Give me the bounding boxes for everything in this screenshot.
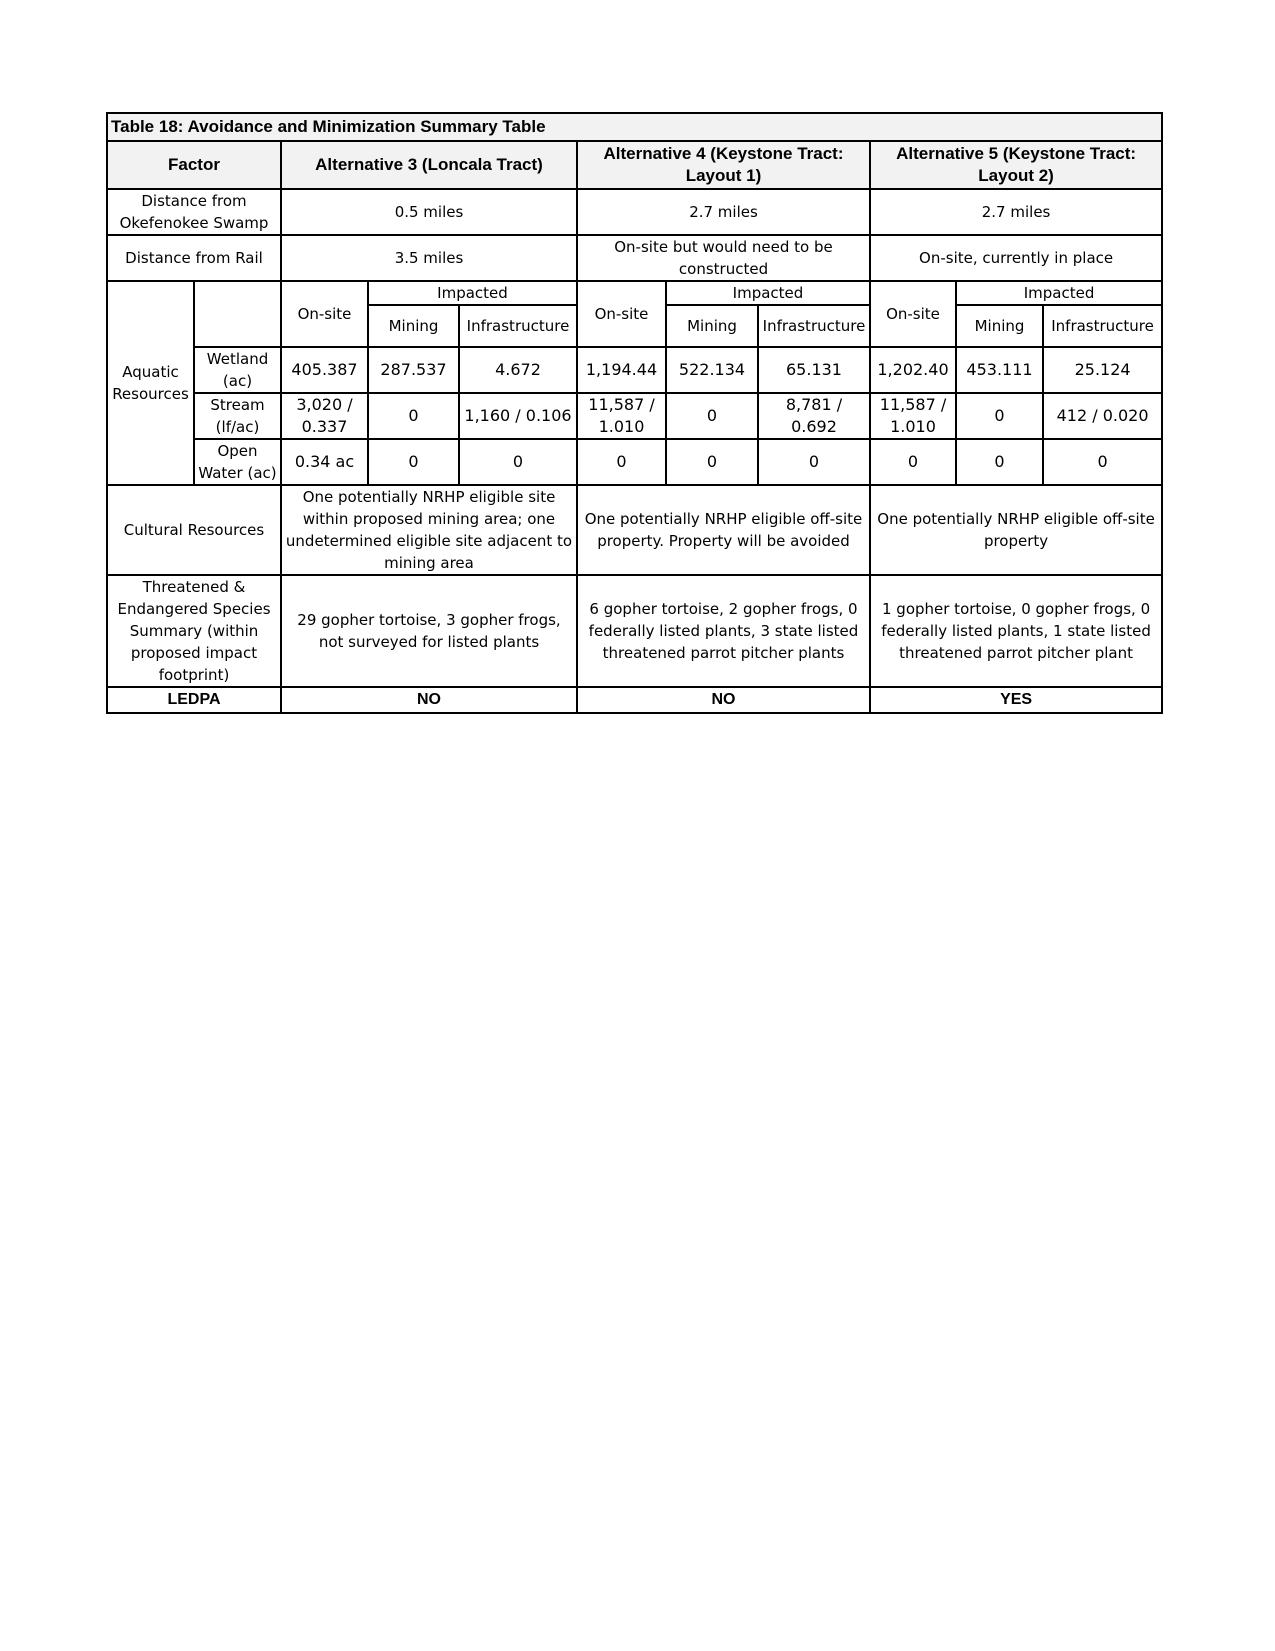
distance-rail-alt3: 3.5 miles [281, 235, 577, 281]
header-alt5: Alternative 5 (Keystone Tract: Layout 2) [870, 141, 1162, 189]
stream-alt4-infrastructure: 8,781 / 0.692 [758, 393, 870, 439]
species-alt3: 29 gopher tortoise, 3 gopher frogs, not surveyed for listed plants [281, 575, 577, 687]
alt4-mining-header: Mining [666, 305, 758, 347]
header-row [107, 141, 1162, 189]
ledpa-row [107, 687, 1162, 713]
stream-alt3-infrastructure: 1,160 / 0.106 [459, 393, 577, 439]
wetland-alt3-mining: 287.537 [368, 347, 459, 393]
wetland-alt4-mining: 522.134 [666, 347, 758, 393]
stream-alt5-infrastructure: 412 / 0.020 [1043, 393, 1162, 439]
stream-alt3-onsite: 3,020 / 0.337 [281, 393, 368, 439]
table-row [107, 439, 1162, 485]
avoidance-minimization-summary-table [106, 112, 1163, 714]
alt3-mining-header: Mining [368, 305, 459, 347]
header-factor: Factor [107, 141, 281, 189]
cultural-alt4: One potentially NRHP eligible off-site property. Property will be avoided [577, 485, 870, 575]
table-title: Table 18: Avoidance and Minimization Summary Table [107, 113, 1162, 141]
species-alt4: 6 gopher tortoise, 2 gopher frogs, 0 federally listed plants, 3 state listed threatened parrot pitcher plants [577, 575, 870, 687]
stream-alt5-onsite: 11,587 / 1.010 [870, 393, 956, 439]
cultural-alt3: One potentially NRHP eligible site within proposed mining area; one undetermined eligible site adjacent to mining area [281, 485, 577, 575]
cultural-resources-label: Cultural Resources [107, 485, 281, 575]
stream-alt5-mining: 0 [956, 393, 1043, 439]
open-water-label: Open Water (ac) [194, 439, 281, 485]
wetland-alt4-onsite: 1,194.44 [577, 347, 666, 393]
cultural-alt5: One potentially NRHP eligible off-site property [870, 485, 1162, 575]
distance-rail-alt5: On-site, currently in place [870, 235, 1162, 281]
distance-swamp-row [107, 189, 1162, 235]
distance-swamp-alt3: 0.5 miles [281, 189, 577, 235]
distance-swamp-label: Distance from Okefenokee Swamp [107, 189, 281, 235]
ledpa-alt3: NO [281, 687, 577, 713]
open-water-alt3-infrastructure: 0 [459, 439, 577, 485]
distance-swamp-alt5: 2.7 miles [870, 189, 1162, 235]
distance-rail-row [107, 235, 1162, 281]
ledpa-alt4: NO [577, 687, 870, 713]
table-title-row [107, 113, 1162, 141]
aquatic-subheader-row-1 [107, 281, 1162, 305]
stream-alt4-mining: 0 [666, 393, 758, 439]
species-label: Threatened & Endangered Species Summary (within proposed impact footprint) [107, 575, 281, 687]
alt3-impacted-header: Impacted [368, 281, 577, 305]
aquatic-blank-cell [194, 281, 281, 347]
open-water-alt3-onsite: 0.34 ac [281, 439, 368, 485]
alt3-onsite-header: On-site [281, 281, 368, 347]
open-water-alt3-mining: 0 [368, 439, 459, 485]
distance-rail-alt4: On-site but would need to be constructed [577, 235, 870, 281]
open-water-alt5-mining: 0 [956, 439, 1043, 485]
wetland-alt5-infrastructure: 25.124 [1043, 347, 1162, 393]
open-water-alt4-infrastructure: 0 [758, 439, 870, 485]
ledpa-label: LEDPA [107, 687, 281, 713]
alt4-onsite-header: On-site [577, 281, 666, 347]
alt4-impacted-header: Impacted [666, 281, 870, 305]
stream-label: Stream (lf/ac) [194, 393, 281, 439]
alt5-onsite-header: On-site [870, 281, 956, 347]
alt5-mining-header: Mining [956, 305, 1043, 347]
species-row [107, 575, 1162, 687]
alt5-infrastructure-header: Infrastructure [1043, 305, 1162, 347]
header-alt3: Alternative 3 (Loncala Tract) [281, 141, 577, 189]
stream-alt3-mining: 0 [368, 393, 459, 439]
open-water-alt4-mining: 0 [666, 439, 758, 485]
header-alt4: Alternative 4 (Keystone Tract: Layout 1) [577, 141, 870, 189]
stream-alt4-onsite: 11,587 / 1.010 [577, 393, 666, 439]
open-water-alt5-onsite: 0 [870, 439, 956, 485]
wetland-alt4-infrastructure: 65.131 [758, 347, 870, 393]
table-row [107, 347, 1162, 393]
alt5-impacted-header: Impacted [956, 281, 1162, 305]
cultural-resources-row [107, 485, 1162, 575]
alt4-infrastructure-header: Infrastructure [758, 305, 870, 347]
species-alt5: 1 gopher tortoise, 0 gopher frogs, 0 federally listed plants, 1 state listed threatened parrot pitcher plant [870, 575, 1162, 687]
aquatic-resources-label: Aquatic Resources [107, 281, 194, 485]
open-water-alt4-onsite: 0 [577, 439, 666, 485]
alt3-infrastructure-header: Infrastructure [459, 305, 577, 347]
open-water-alt5-infrastructure: 0 [1043, 439, 1162, 485]
wetland-alt3-onsite: 405.387 [281, 347, 368, 393]
wetland-alt3-infrastructure: 4.672 [459, 347, 577, 393]
distance-swamp-alt4: 2.7 miles [577, 189, 870, 235]
ledpa-alt5: YES [870, 687, 1162, 713]
table-row [107, 393, 1162, 439]
distance-rail-label: Distance from Rail [107, 235, 281, 281]
wetland-label: Wetland (ac) [194, 347, 281, 393]
wetland-alt5-onsite: 1,202.40 [870, 347, 956, 393]
wetland-alt5-mining: 453.111 [956, 347, 1043, 393]
